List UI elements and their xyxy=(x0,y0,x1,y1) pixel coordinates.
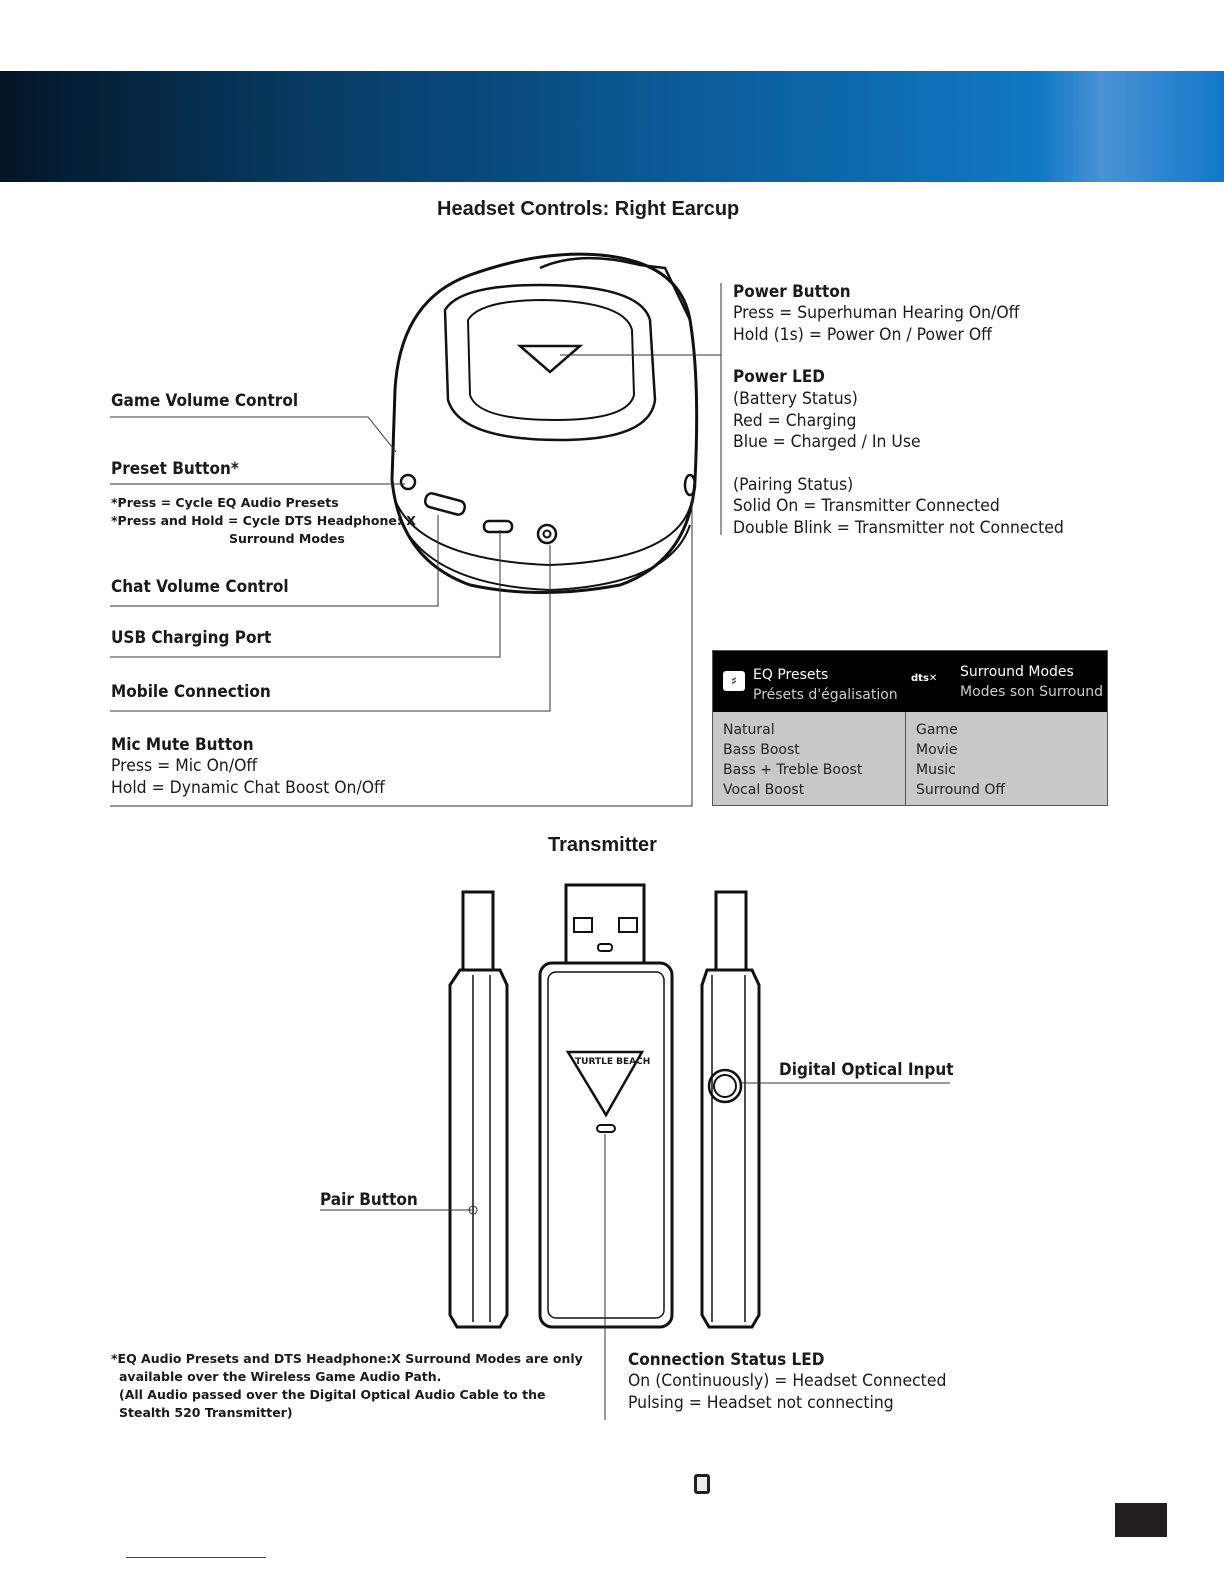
mic-mute-desc xyxy=(111,756,385,799)
optical-input-label: Digital Optical Input xyxy=(779,1060,954,1080)
surround-header xyxy=(960,662,1103,702)
power-led-label: Power LED xyxy=(733,367,826,387)
transmitter-side-right xyxy=(702,970,759,1327)
desc-line: (Pairing Status) xyxy=(733,474,854,495)
desc-line: Press = Mic On/Off xyxy=(111,756,258,776)
eq-item: Vocal Boost xyxy=(723,782,805,798)
earcup-cushion xyxy=(445,285,655,440)
desc-line: On (Continuously) = Headset Connected xyxy=(628,1371,947,1391)
desc-line: Solid On = Transmitter Connected xyxy=(733,496,1000,516)
preset-button-label: Preset Button* xyxy=(111,459,239,479)
desc-line: Red = Charging xyxy=(733,410,857,431)
desc-line: *Press and Hold = Cycle DTS Headphone: X xyxy=(111,513,416,528)
transmitter-side-left-plug xyxy=(463,892,493,970)
transmitter-side-left xyxy=(450,970,507,1327)
surround-item: Music xyxy=(916,762,956,778)
pair-button-label: Pair Button xyxy=(320,1190,418,1210)
eq-item: Bass Boost xyxy=(723,742,800,758)
preset-button-desc xyxy=(111,494,416,548)
headset-title: Headset Controls: Right Earcup xyxy=(437,198,740,220)
desc-line: *Press = Cycle EQ Audio Presets xyxy=(111,495,339,510)
mic-mute-label: Mic Mute Button xyxy=(111,735,254,755)
footer-rule xyxy=(126,1557,266,1558)
spacer xyxy=(733,454,1064,475)
usb-port-label: USB Charging Port xyxy=(111,628,272,648)
mobile-connection-label: Mobile Connection xyxy=(111,682,271,702)
desc-line: Double Blink = Transmitter not Connected xyxy=(733,517,1064,538)
eq-subtitle: Présets d'égalisation xyxy=(753,687,898,703)
game-volume-label: Game Volume Control xyxy=(111,391,299,411)
connection-led-label: Connection Status LED xyxy=(628,1350,825,1370)
connection-led-desc xyxy=(628,1371,946,1414)
eq-item: Bass + Treble Boost xyxy=(723,762,863,778)
power-led-desc xyxy=(733,389,1064,539)
footnote-line: (All Audio passed over the Digital Optical Audio Cable to the xyxy=(119,1387,546,1402)
status-led xyxy=(597,1125,615,1132)
surround-list xyxy=(906,712,1015,805)
transmitter-title: Transmitter xyxy=(548,834,657,856)
transmitter-body xyxy=(540,963,672,1327)
eq-title: EQ Presets xyxy=(753,667,829,683)
dts-headphone-x-icon: dts✕ xyxy=(911,673,938,684)
footnote xyxy=(111,1350,583,1422)
document-icon[interactable] xyxy=(694,1474,710,1494)
desc-line: Blue = Charged / In Use xyxy=(733,432,921,452)
desc-line: Pulsing = Headset not connecting xyxy=(628,1392,894,1413)
desc-line: Press = Superhuman Hearing On/Off xyxy=(733,303,1020,323)
surround-item: Game xyxy=(916,722,958,738)
equalizer-icon: ♯ xyxy=(723,671,745,691)
surround-subtitle: Modes son Surround xyxy=(960,684,1103,700)
presets-table xyxy=(712,650,1108,806)
desc-line: Hold = Dynamic Chat Boost On/Off xyxy=(111,777,385,798)
footnote-line: Stealth 520 Transmitter) xyxy=(119,1405,293,1420)
desc-line: Hold (1s) = Power On / Power Off xyxy=(733,324,992,345)
power-button-label: Power Button xyxy=(733,282,851,302)
turtle-beach-logo xyxy=(520,346,580,372)
eq-header xyxy=(753,665,898,705)
transmitter-logo-text: TURTLE BEACH xyxy=(575,1057,651,1067)
eq-item: Natural xyxy=(723,722,775,738)
eq-list xyxy=(713,712,906,805)
footnote-line: *EQ Audio Presets and DTS Headphone:X Surround Modes are only xyxy=(111,1351,583,1366)
desc-line: (Battery Status) xyxy=(733,389,858,409)
surround-title: Surround Modes xyxy=(960,664,1074,680)
table-header xyxy=(713,651,1107,712)
page-corner-block xyxy=(1115,1503,1167,1537)
surround-item: Surround Off xyxy=(916,782,1006,798)
power-button-desc xyxy=(733,303,1019,346)
chat-volume-label: Chat Volume Control xyxy=(111,577,289,597)
footnote-line: available over the Wireless Game Audio Path. xyxy=(119,1369,442,1384)
desc-line: Surround Modes xyxy=(229,531,345,546)
surround-item: Movie xyxy=(916,742,958,758)
